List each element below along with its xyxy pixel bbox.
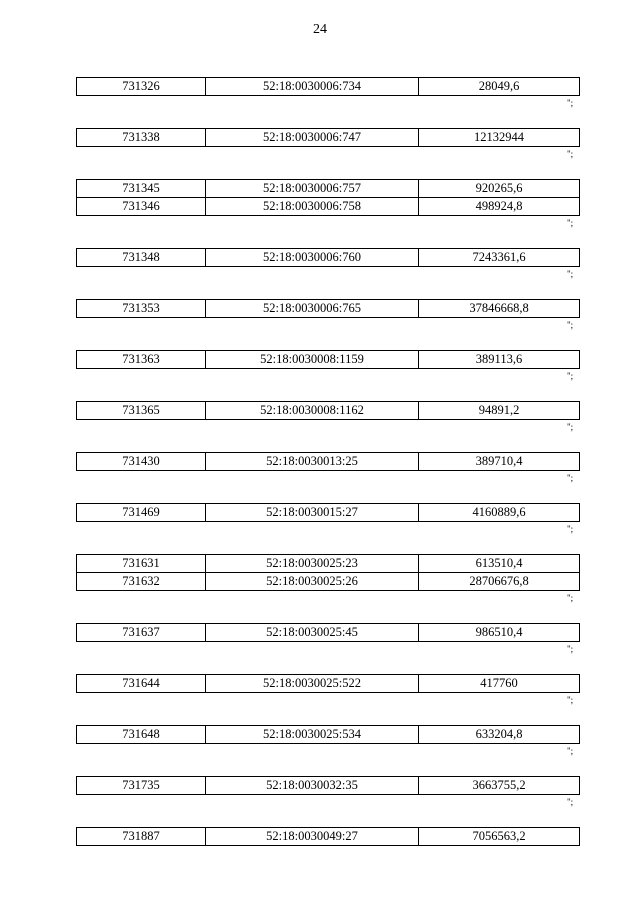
table-row: [77, 249, 580, 267]
table-row: [77, 198, 580, 216]
cadastral-number-cell: 52:18:0030008:1159: [206, 351, 419, 369]
value-cell: 7243361,6: [419, 249, 580, 267]
table-row: [77, 573, 580, 591]
cadastral-number-cell: 52:18:0030015:27: [206, 504, 419, 522]
closing-quote-mark: ";: [567, 149, 574, 159]
record-number-cell: 731353: [77, 300, 206, 318]
record-number-cell: 731644: [77, 675, 206, 693]
cadastral-number-cell: 52:18:0030006:747: [206, 129, 419, 147]
data-table: [76, 503, 580, 522]
table-row: [77, 180, 580, 198]
record-number-cell: 731346: [77, 198, 206, 216]
cadastral-number-cell: 52:18:0030025:45: [206, 624, 419, 642]
closing-quote-mark: ";: [567, 746, 574, 756]
record-number-cell: 731637: [77, 624, 206, 642]
value-cell: 7056563,2: [419, 828, 580, 846]
table-row: [77, 726, 580, 744]
data-table: [76, 299, 580, 318]
cadastral-number-cell: 52:18:0030013:25: [206, 453, 419, 471]
cadastral-number-cell: 52:18:0030025:23: [206, 555, 419, 573]
value-cell: 498924,8: [419, 198, 580, 216]
table-row: [77, 351, 580, 369]
data-table: [76, 623, 580, 642]
value-cell: 417760: [419, 675, 580, 693]
data-table: [76, 350, 580, 369]
record-number-cell: 731735: [77, 777, 206, 795]
cadastral-number-cell: 52:18:0030006:765: [206, 300, 419, 318]
record-number-cell: 731469: [77, 504, 206, 522]
cadastral-number-cell: 52:18:0030025:534: [206, 726, 419, 744]
data-table: [76, 776, 580, 795]
data-table: [76, 401, 580, 420]
closing-quote-mark: ";: [567, 644, 574, 654]
closing-quote-mark: ";: [567, 473, 574, 483]
table-row: [77, 624, 580, 642]
record-number-cell: 731326: [77, 78, 206, 96]
data-table: [76, 179, 580, 216]
value-cell: 986510,4: [419, 624, 580, 642]
data-table: [76, 77, 580, 96]
table-row: [77, 777, 580, 795]
value-cell: 37846668,8: [419, 300, 580, 318]
table-row: [77, 828, 580, 846]
table-row: [77, 555, 580, 573]
data-table: [76, 554, 580, 591]
closing-quote-mark: ";: [567, 524, 574, 534]
cadastral-number-cell: 52:18:0030032:35: [206, 777, 419, 795]
table-row: [77, 78, 580, 96]
record-number-cell: 731632: [77, 573, 206, 591]
cadastral-number-cell: 52:18:0030025:522: [206, 675, 419, 693]
value-cell: 12132944: [419, 129, 580, 147]
record-number-cell: 731887: [77, 828, 206, 846]
closing-quote-mark: ";: [567, 98, 574, 108]
record-number-cell: 731363: [77, 351, 206, 369]
record-number-cell: 731430: [77, 453, 206, 471]
value-cell: 389710,4: [419, 453, 580, 471]
cadastral-number-cell: 52:18:0030006:760: [206, 249, 419, 267]
table-row: [77, 402, 580, 420]
record-number-cell: 731648: [77, 726, 206, 744]
cadastral-number-cell: 52:18:0030006:758: [206, 198, 419, 216]
cadastral-number-cell: 52:18:0030025:26: [206, 573, 419, 591]
record-number-cell: 731345: [77, 180, 206, 198]
value-cell: 633204,8: [419, 726, 580, 744]
table-row: [77, 453, 580, 471]
data-table: [76, 128, 580, 147]
cadastral-number-cell: 52:18:0030008:1162: [206, 402, 419, 420]
value-cell: 920265,6: [419, 180, 580, 198]
data-table: [76, 674, 580, 693]
cadastral-number-cell: 52:18:0030049:27: [206, 828, 419, 846]
data-table: [76, 827, 580, 846]
cadastral-number-cell: 52:18:0030006:734: [206, 78, 419, 96]
record-number-cell: 731631: [77, 555, 206, 573]
table-row: [77, 300, 580, 318]
value-cell: 613510,4: [419, 555, 580, 573]
data-table: [76, 725, 580, 744]
page-number: 24: [313, 22, 327, 37]
value-cell: 28706676,8: [419, 573, 580, 591]
closing-quote-mark: ";: [567, 218, 574, 228]
closing-quote-mark: ";: [567, 269, 574, 279]
closing-quote-mark: ";: [567, 320, 574, 330]
closing-quote-mark: ";: [567, 422, 574, 432]
record-number-cell: 731338: [77, 129, 206, 147]
value-cell: 94891,2: [419, 402, 580, 420]
table-row: [77, 504, 580, 522]
record-number-cell: 731348: [77, 249, 206, 267]
closing-quote-mark: ";: [567, 797, 574, 807]
cadastral-number-cell: 52:18:0030006:757: [206, 180, 419, 198]
value-cell: 3663755,2: [419, 777, 580, 795]
value-cell: 28049,6: [419, 78, 580, 96]
value-cell: 389113,6: [419, 351, 580, 369]
table-row: [77, 675, 580, 693]
value-cell: 4160889,6: [419, 504, 580, 522]
table-row: [77, 129, 580, 147]
record-number-cell: 731365: [77, 402, 206, 420]
data-table: [76, 452, 580, 471]
closing-quote-mark: ";: [567, 593, 574, 603]
closing-quote-mark: ";: [567, 695, 574, 705]
data-table: [76, 248, 580, 267]
closing-quote-mark: ";: [567, 371, 574, 381]
